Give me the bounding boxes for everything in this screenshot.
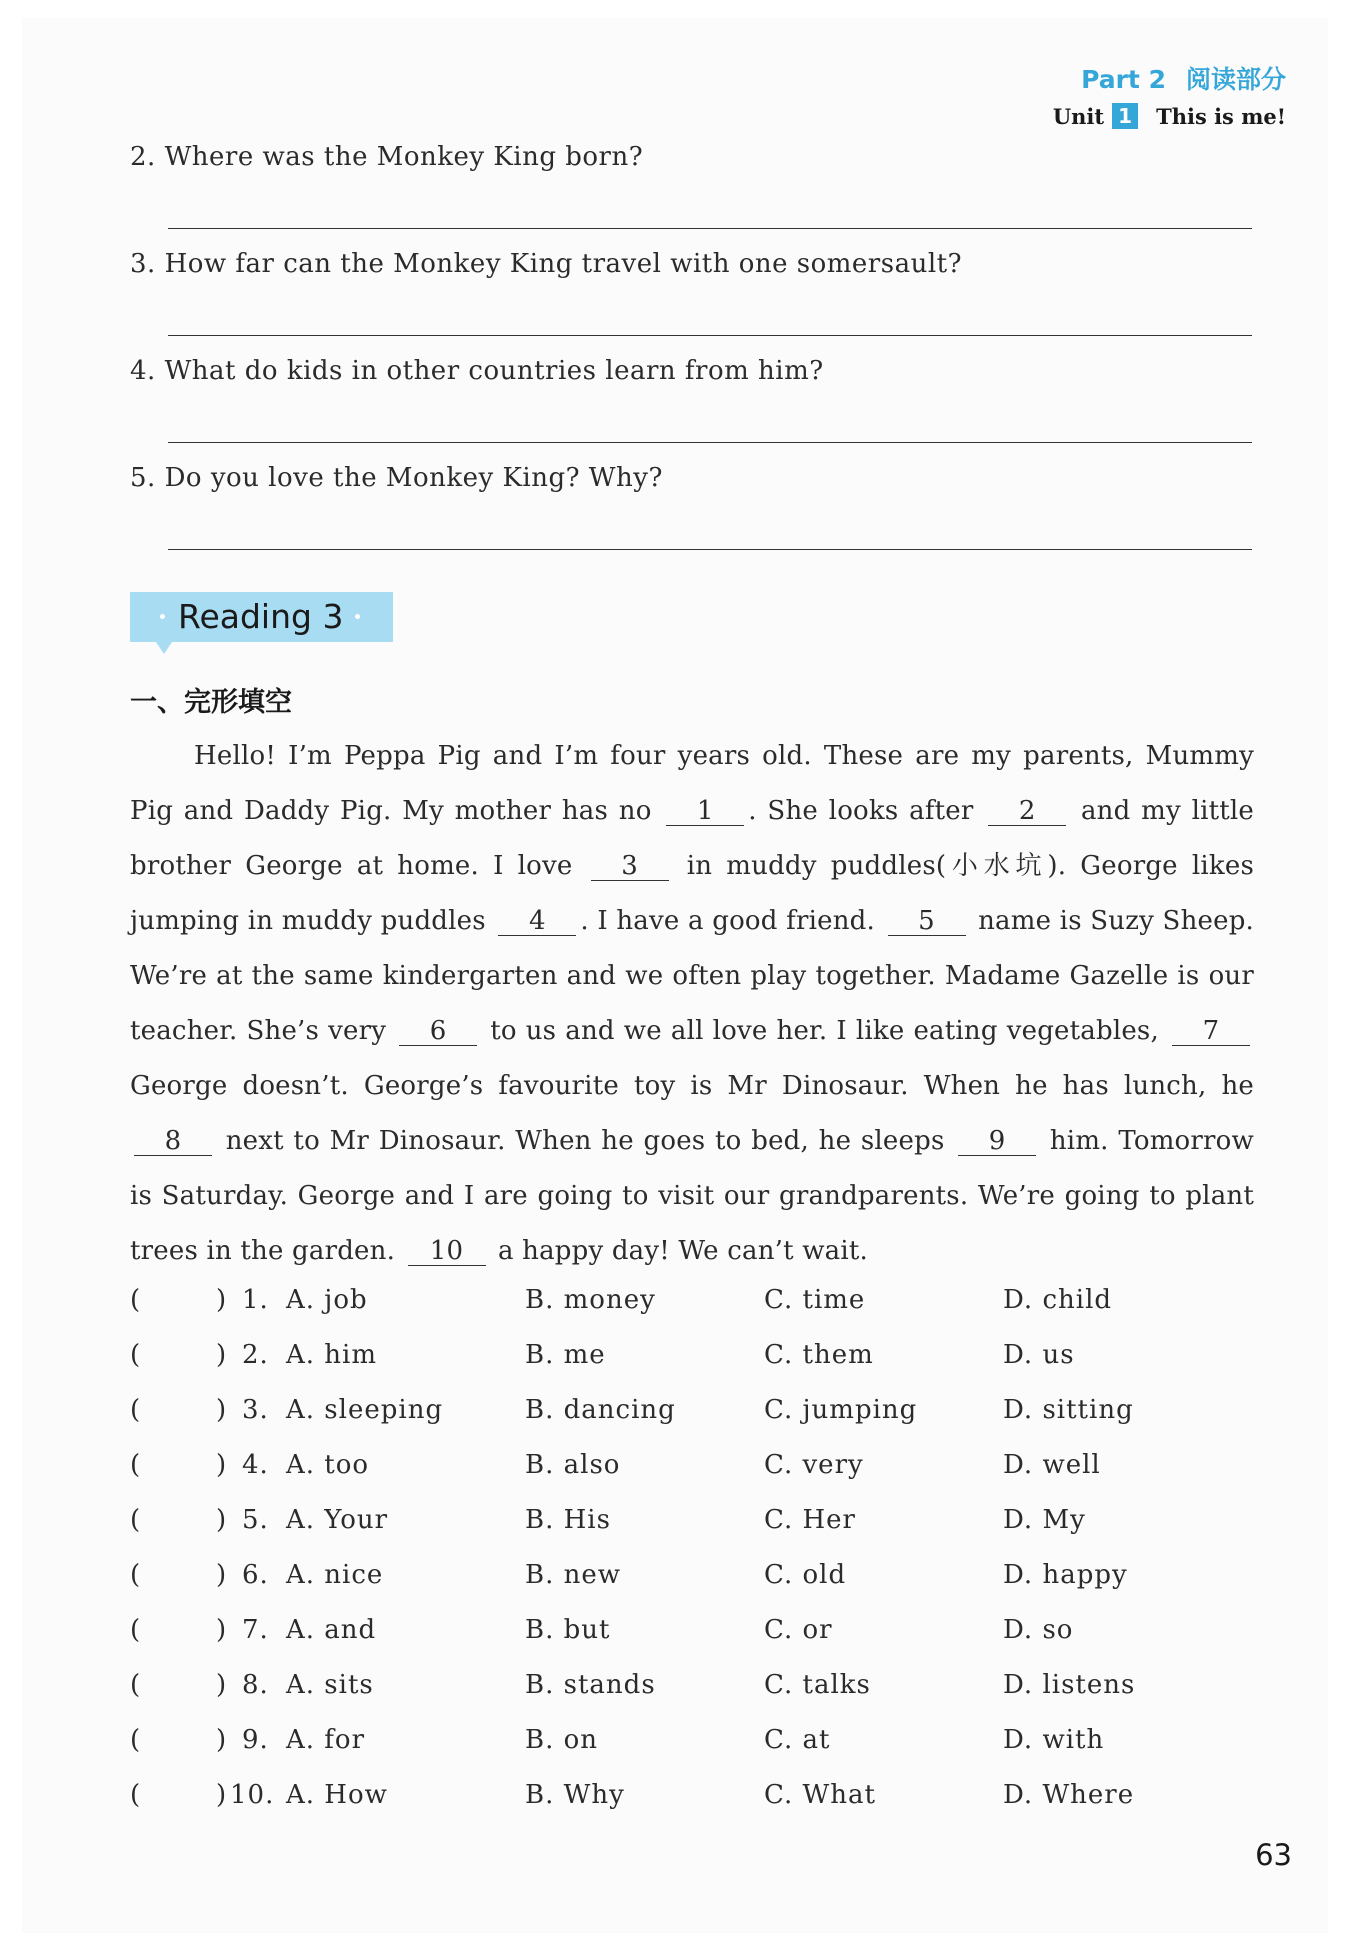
answer-paren-close: ) [216,1780,228,1810]
answer-paren-close: ) [216,1340,228,1370]
cloze-passage [130,729,1254,1279]
option-number: 4. [242,1450,269,1480]
option-d: D. with [1003,1725,1105,1755]
section-title: 一、完形填空 [130,687,292,718]
unit-title: This is me! [1156,103,1286,129]
reading-banner [130,592,393,642]
blank-7[interactable]: 7 [1172,1017,1250,1046]
option-b: B. on [525,1725,599,1755]
option-c: C. old [764,1560,847,1590]
option-row [130,1332,1254,1387]
answer-paren-open[interactable]: ( [130,1780,142,1810]
option-row [130,1497,1254,1552]
option-d: D. sitting [1003,1395,1134,1425]
blank-10[interactable]: 10 [408,1237,486,1266]
blank-3[interactable]: 3 [591,852,669,881]
option-a: A. job [286,1285,368,1315]
unit-label: Unit [1052,103,1105,129]
passage-text: . She looks after [748,796,974,826]
passage-text: . I have a good friend. [580,906,875,936]
passage-text: him. Tomorrow is Saturday. George and I are going to visit our grandparents. We’re going to plant trees in the garden. [130,1126,1254,1266]
unit-number-badge: 1 [1112,103,1138,129]
option-b: B. dancing [525,1395,676,1425]
option-c: C. What [764,1780,876,1810]
option-number: 7. [242,1615,269,1645]
banner-tail [156,642,172,654]
option-number: 3. [242,1395,269,1425]
blank-2[interactable]: 2 [988,797,1066,826]
option-row [130,1552,1254,1607]
blank-6[interactable]: 6 [399,1017,477,1046]
part-label: Part 2 [1081,65,1166,94]
option-number: 6. [242,1560,269,1590]
option-b: B. me [525,1340,606,1370]
option-b: B. Why [525,1780,625,1810]
option-number: 8. [242,1670,269,1700]
answer-paren-open[interactable]: ( [130,1395,142,1425]
option-b: B. His [525,1505,611,1535]
option-a: A. sits [286,1670,374,1700]
option-row [130,1442,1254,1497]
option-c: C. at [764,1725,831,1755]
option-b: B. but [525,1615,611,1645]
option-a: A. sleeping [286,1395,444,1425]
passage-text: George doesn’t. George’s favourite toy is Mr Dinosaur. When he has lunch, he [130,1071,1254,1101]
option-a: A. him [286,1340,378,1370]
passage-text: Hello! I’m Peppa Pig and I’m four years old. These are my parents, Mummy Pig and Daddy Pig. My mother has no [130,741,1254,826]
question-5: 5. Do you love the Monkey King? Why? [130,463,663,493]
passage-text: next to Mr Dinosaur. When he goes to bed, he sleeps [225,1126,945,1156]
question-3: 3. How far can the Monkey King travel with one somersault? [130,249,963,279]
answer-paren-close: ) [216,1505,228,1535]
option-row [130,1387,1254,1442]
option-d: D. so [1003,1615,1074,1645]
option-b: B. money [525,1285,656,1315]
passage-text: in muddy puddles(小水坑). George likes jumping in muddy puddles [130,851,1254,936]
answer-paren-close: ) [216,1285,228,1315]
option-d: D. child [1003,1285,1113,1315]
option-c: C. very [764,1450,864,1480]
header-part [1081,60,1286,96]
option-a: A. nice [286,1560,384,1590]
part-title: 阅读部分 [1185,65,1286,94]
answer-line-2[interactable] [168,228,1252,229]
answer-paren-open[interactable]: ( [130,1615,142,1645]
option-d: D. listens [1003,1670,1136,1700]
options-list [130,1277,1254,1827]
option-number: 1. [242,1285,269,1315]
option-b: B. also [525,1450,621,1480]
option-a: A. Your [286,1505,389,1535]
question-4: 4. What do kids in other countries learn from him? [130,356,824,386]
answer-paren-open[interactable]: ( [130,1560,142,1590]
option-row [130,1277,1254,1332]
passage-text: to us and we all love her. I like eating vegetables, [490,1016,1159,1046]
blank-5[interactable]: 5 [888,907,966,936]
answer-paren-open[interactable]: ( [130,1670,142,1700]
answer-line-5[interactable] [168,549,1252,550]
answer-paren-close: ) [216,1395,228,1425]
answer-paren-open[interactable]: ( [130,1340,142,1370]
answer-line-3[interactable] [168,335,1252,336]
option-a: A. too [286,1450,370,1480]
question-2: 2. Where was the Monkey King born? [130,142,644,172]
blank-8[interactable]: 8 [134,1127,212,1156]
option-number: 10. [230,1780,275,1810]
answer-paren-close: ) [216,1615,228,1645]
option-row [130,1772,1254,1827]
answer-paren-open[interactable]: ( [130,1505,142,1535]
option-a: A. How [286,1780,388,1810]
option-c: C. time [764,1285,866,1315]
option-c: C. jumping [764,1395,918,1425]
option-b: B. stands [525,1670,656,1700]
option-number: 5. [242,1505,269,1535]
answer-paren-close: ) [216,1670,228,1700]
option-c: C. talks [764,1670,871,1700]
page-number: 63 [1255,1838,1292,1872]
option-a: A. and [286,1615,377,1645]
banner-dot-right [355,614,360,619]
option-row [130,1662,1254,1717]
option-c: C. Her [764,1505,856,1535]
option-number: 2. [242,1340,269,1370]
option-a: A. for [286,1725,366,1755]
answer-paren-close: ) [216,1450,228,1480]
option-row [130,1717,1254,1772]
option-b: B. new [525,1560,622,1590]
passage-text: name is Suzy Sheep. We’re at the same kindergarten and we often play together. Madame Gazelle is our teacher. She’s very [130,906,1254,1046]
passage-text: and my little brother George at home. I love [130,796,1255,881]
blank-1[interactable]: 1 [666,797,744,826]
option-c: C. them [764,1340,874,1370]
blank-4[interactable]: 4 [498,907,576,936]
reading-title: Reading 3 [178,597,344,636]
passage-text: a happy day! We can’t wait. [497,1236,869,1266]
option-c: C. or [764,1615,833,1645]
header-unit [1053,103,1286,129]
answer-paren-close: ) [216,1560,228,1590]
blank-9[interactable]: 9 [958,1127,1036,1156]
option-d: D. Where [1003,1780,1135,1810]
answer-line-4[interactable] [168,442,1252,443]
answer-paren-open[interactable]: ( [130,1285,142,1315]
option-d: D. well [1003,1450,1101,1480]
banner-dot-left [160,614,165,619]
option-d: D. My [1003,1505,1086,1535]
option-number: 9. [242,1725,269,1755]
option-d: D. us [1003,1340,1075,1370]
answer-paren-close: ) [216,1725,228,1755]
option-row [130,1607,1254,1662]
answer-paren-open[interactable]: ( [130,1725,142,1755]
answer-paren-open[interactable]: ( [130,1450,142,1480]
option-d: D. happy [1003,1560,1128,1590]
